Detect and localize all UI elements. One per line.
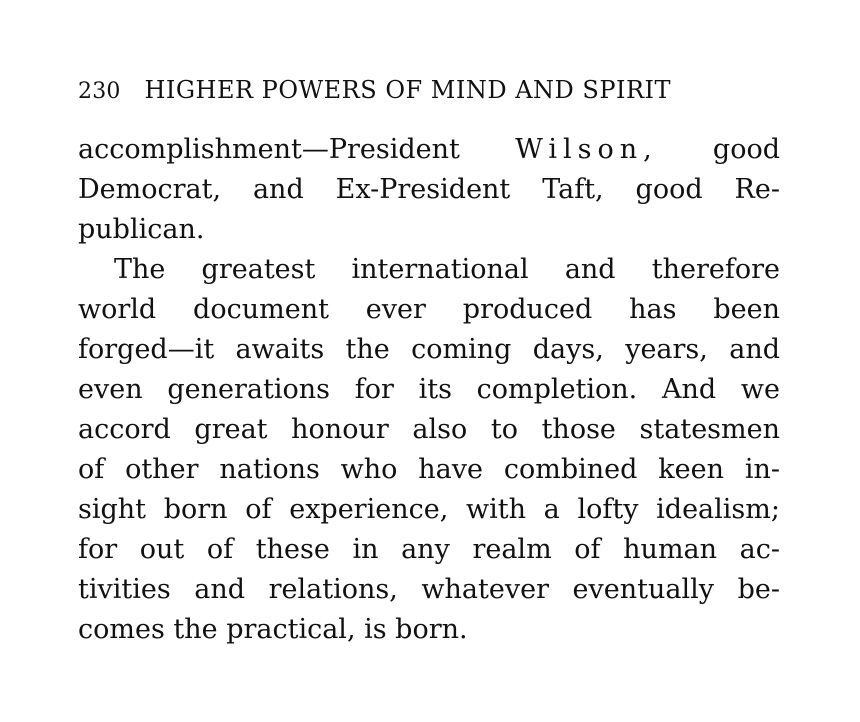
running-title: HIGHER POWERS OF MIND AND SPIRIT	[144, 76, 672, 104]
text-line: tivities and relations, whatever eventually be-	[78, 574, 780, 605]
text-line: forged—it awaits the coming days, years, and	[78, 334, 780, 365]
spaced-name: Wilson,	[515, 134, 658, 165]
text-line: Democrat, and Ex-President Taft, good Re-	[78, 174, 780, 205]
text-line: of other nations who have combined keen in-	[78, 454, 780, 485]
body-text	[78, 130, 780, 650]
text-line: sight born of experience, with a lofty idealism;	[78, 494, 780, 525]
running-header	[78, 76, 782, 104]
text-segment: good	[712, 134, 780, 165]
text-line: comes the practical, is born.	[78, 614, 468, 645]
text-line	[78, 130, 780, 170]
paragraph-2	[78, 250, 780, 650]
page-number: 230	[78, 79, 121, 104]
text-line: for out of these in any realm of human ac-	[78, 534, 780, 565]
text-line: The greatest international and therefore	[114, 254, 780, 285]
text-segment: accomplishment—President	[78, 134, 460, 165]
text-line: even generations for its completion. And we	[78, 374, 780, 405]
text-line: publican.	[78, 214, 205, 245]
text-line: accord great honour also to those statesmen	[78, 414, 780, 445]
text-line: world document ever produced has been	[78, 294, 780, 325]
paragraph-1	[78, 130, 780, 250]
